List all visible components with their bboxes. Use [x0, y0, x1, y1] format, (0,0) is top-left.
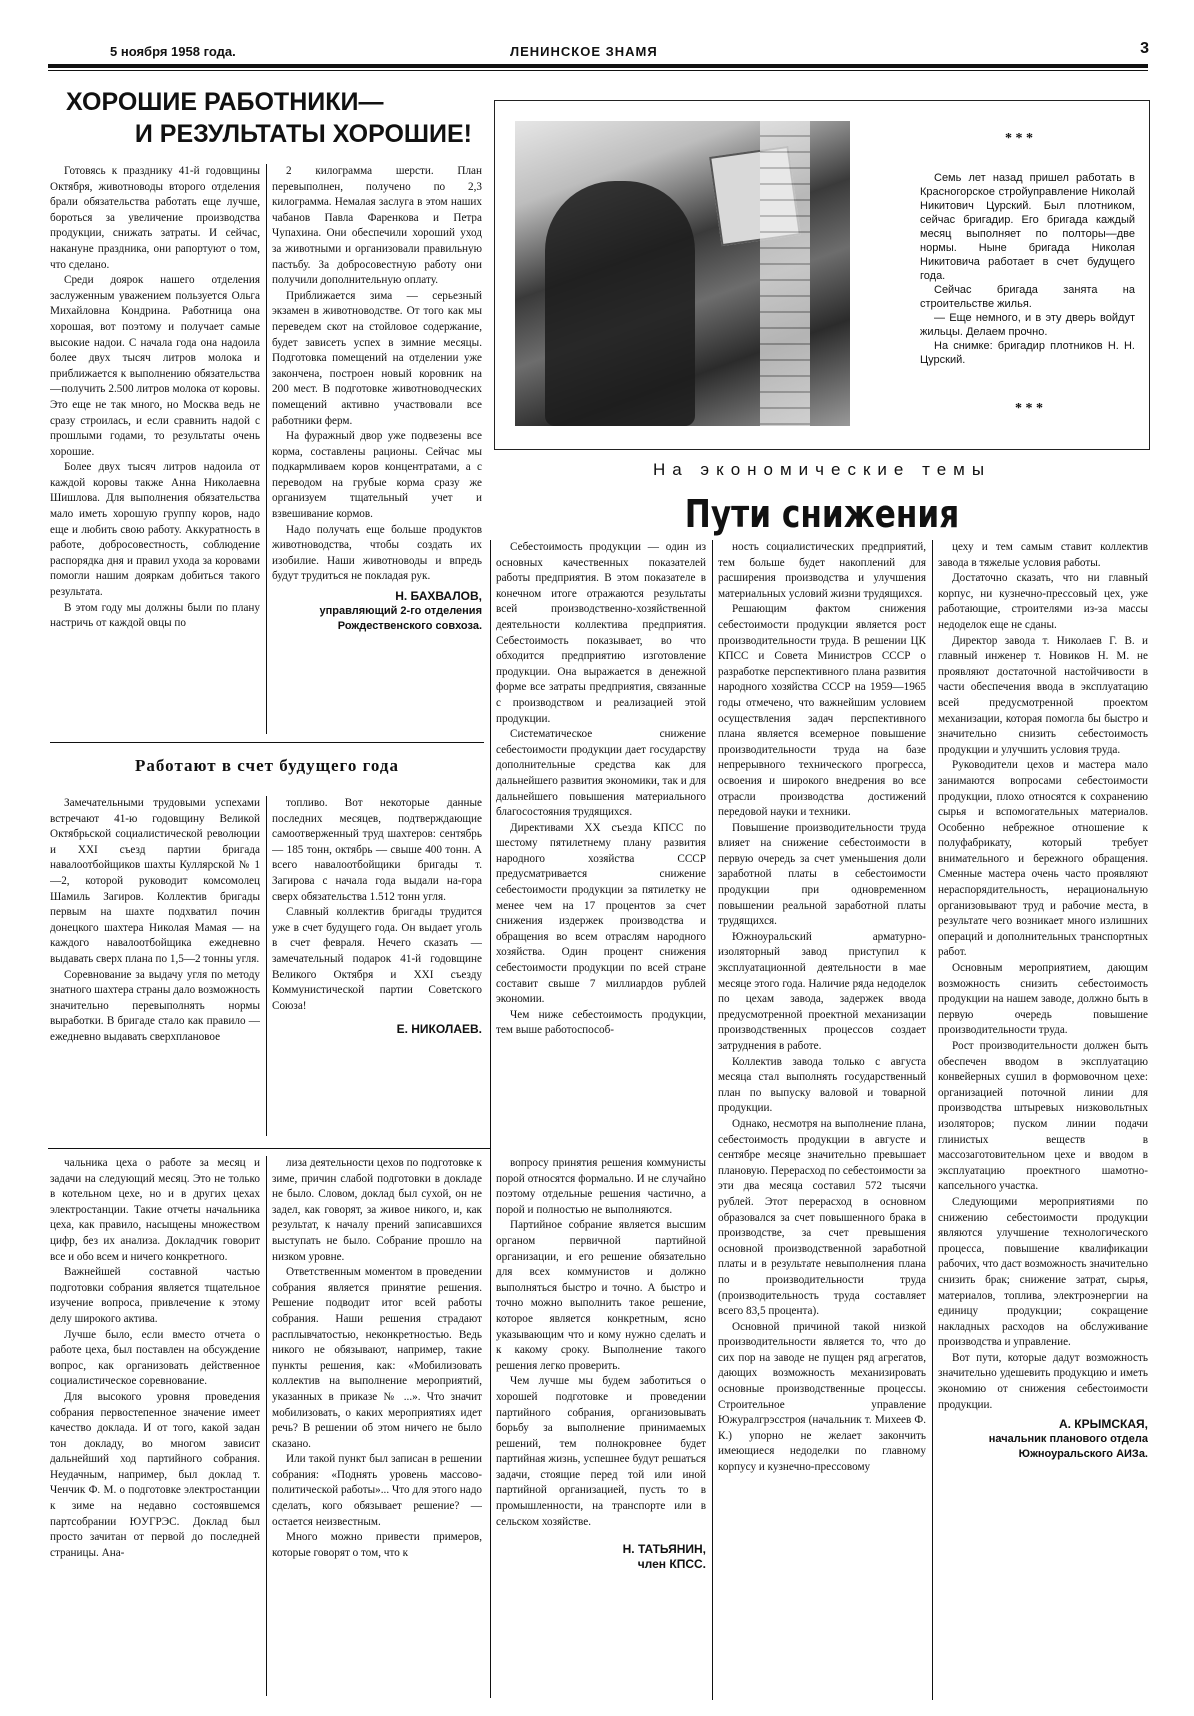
paragraph: Достаточно сказать, что ни главный корпус, ни кузнечно-прессовый цех, уже работающие, строителями из-за массы недоделок еще не сданы.: [938, 572, 1148, 631]
paragraph: Чем лучше мы будем заботиться о хорошей подготовке и проведении партийного собрания, организовывать борьбу за выполнение принимаемых решений, тем полнокровнее будет партийная жизнь, успешнее будут решаться задачи, стоящие перед той или иной партийной организацией, пусть то в промышленности, на транспорте или в сельском хозяйстве.: [496, 1375, 706, 1528]
paragraph: Систематическое снижение себестоимости продукции дает государству дополнительные средства как для дальнейшего развития экономики, так и для дальнейшего повышения материального благосостояния трудящихся.: [496, 728, 706, 819]
paragraph: В этом году мы должны были по плану настричь от каждой овцы по: [50, 601, 260, 630]
article-column: [50, 796, 260, 1136]
page-header: [30, 36, 1164, 66]
paragraph: Основным мероприятием, дающим возможность снизить себестоимость продукции на нашем заводе, должно быть в первую очередь повышение производительности труда.: [938, 962, 1148, 1037]
paragraph: Готовясь к празднику 41-й годовщины Октября, животноводы второго отделения брали обязательства работать еще лучше, бороться за увеличение производства продукции, снижать затраты. И сейчас, накануне праздника, они рапортуют о том, что сделано.: [50, 165, 260, 271]
paragraph: Важнейшей составной частью подготовки собрания является тщательное изучение вопроса, привлечение к этому делу широкого актива.: [50, 1266, 260, 1325]
paragraph: Сейчас бригада занята на строительстве жилья.: [920, 284, 1135, 310]
paragraph: Более двух тысяч литров надоила от каждой коровы также Анна Николаевна Шишлова. Для выполнения обязательства мало иметь хорошую группу коров, надо еще и любить свою работу. Аккуратность в работе, добросовестность, соблюдение распорядка дня и правил ухода за коровами помогли нашим дояркам добиться такого результата.: [50, 461, 260, 599]
paragraph: Или такой пункт был записан в решении собрания: «Поднять уровень массово-политической работы»... Что для этого надо сделать, кого обязывает решение? — остается неизвестным.: [272, 1453, 482, 1528]
article-column: [272, 164, 482, 734]
paragraph: Основной причиной такой низкой производительности является то, что до сих пор на заводе не пущен ряд агрегатов, дающих возможность механизировать основные производственные процессы. Строительное управление Южуралгрэсстроя (начальник т. Михеев Ф. К.) упорно не желает закончить имеющиеся недоделки по главному корпусу и кузнечно-прессовому: [718, 1320, 926, 1474]
article-title-line2: И РЕЗУЛЬТАТЫ ХОРОШИЕ!: [134, 120, 472, 148]
column-rule: [266, 796, 267, 1136]
paragraph: Среди доярок нашего отделения заслуженным уважением пользуется Ольга Михайловна Кондрина. Работница она хорошая, вот поэтому и получает самые высокие надои. С начала года она надоила более двух тысяч литров молока и приближается к выполнению обязательства—получить 2.500 литров молока от коровы. Это еще не так много, но Москва ведь не сразу строилась, и если сравнить надой с прошлыми годами, то результаты очень хорошие.: [50, 274, 260, 458]
header-rule-thin: [48, 70, 1148, 71]
issue-date: 5 ноября 1958 года.: [110, 44, 236, 59]
paragraph: Директивами XX съезда КПСС по шестому пятилетнему плану развития народного хозяйства СССР предусматривается снижение себестоимости продукции за пятилетку не менее чем на 17 процентов за счет снижения издержек производства и обращения во всем отраслям народного хозяйства. Один процент снижения себестоимости продукции по всей стране составит свыше 7 миллиардов рублей экономии.: [496, 821, 706, 1006]
author-name: Н. ТАТЬЯНИН,: [622, 1542, 706, 1557]
author-name: А. КРЫМСКАЯ,: [1058, 1417, 1148, 1432]
paragraph: Надо получать еще больше продуктов животноводства, чтобы создать их изобилие. Наши животноводы и впредь будут трудиться не покладая рук.: [272, 523, 482, 583]
article-column: [272, 1156, 482, 1696]
paragraph: Себестоимость продукции — один из основных качественных показателей работы предприятия. В этом показателе в конечном итоге отражаются результаты всей производственно-хозяйственной деятельности коллектива предприятия. Себестоимость показывает, во что обходится предприятию изготовление продукции. Она выражается в денежной форме все затраты предприятия, связанные с производством и реализацией этой продукции.: [496, 541, 706, 725]
paragraph: Славный коллектив бригады трудится уже в счет будущего года. Он выдает уголь в счет февраля. Нечего сказать — замечательный подарок 41-й годовщине Великого Октября и XXI съезду Коммунистической партии Советского Союза!: [272, 906, 482, 1012]
paragraph: чальника цеха о работе за месяц и задачи на следующий месяц. Это не только в котельном цехе, но и в других цехах электростанции. Такие отчеты начальника цеха, как правило, насыщены множеством цифр, без их анализа. Докладчик говорит все и обо всем и ничего конкретного.: [50, 1157, 260, 1263]
paragraph: Решающим фактом снижения себестоимости продукции является рост производительности труда. В решении ЦК КПСС и Совета Министров СССР о разработке перспективного плана развития народного хозяйства СССР на 1959—1965 годы отмечено, что важнейшим условием осуществления задач перспективного плана является всемерное повышение производительности труда на базе непрерывного технического прогресса, освоения и широкого внедрения во все отрасли производства достижений передовой науки и техники.: [718, 603, 926, 819]
page-number: 3: [1140, 40, 1149, 57]
article-column: [50, 1156, 260, 1696]
paragraph: Южноуральский арматурно-изоляторный завод приступил к эксплуатационной деятельности в мае месяце этого года. Наличие ряда недоделок по цехам завода, задержек ввода предусмотренной проектной механизации производственных процессов создает затруднения в работе.: [718, 930, 926, 1052]
column-rule: [266, 1156, 267, 1696]
paragraph: Партийное собрание является высшим органом первичной партийной организации, и его решение обязательно для всех коммунистов и должно выполняться быстро и точно. А быстро и точно можно выполнить такое решение, которое является конкретным, ясно указывающим что и кому нужно сделать и к какому сроку. Выполнение такого решения легко проверить.: [496, 1219, 706, 1372]
article-column: [718, 540, 926, 1700]
section-rule: [50, 742, 484, 743]
paragraph: Коллектив завода только с августа месяца стал выполнять государственный план по выпуску валовой и товарной продукции.: [718, 1055, 926, 1115]
article-column: [50, 164, 260, 734]
decor-stars-bottom: * * *: [1015, 401, 1043, 416]
author-position: член КПСС.: [637, 1557, 706, 1572]
paragraph: Семь лет назад пришел работать в Красногорское стройуправление Николай Никитович Цурский. Был плотником, сейчас бригадир. Его бригада каждый месяц выполняет по полторы—две нормы. Ныне бригада Николая Никитовича работает в счет будущего года.: [920, 172, 1135, 282]
paragraph: Вот пути, которые дадут возможность значительно удешевить продукцию и иметь экономию от снижения себестоимости продукции.: [938, 1351, 1148, 1411]
paragraph: Следующими мероприятиями по снижению себестоимости продукции являются улучшение технологического процесса, повышение квалификации рабочих, что даст возможность значительно снизить брак; снижение затрат, сырья, материалов, топлива, электроэнергии на единицу продукции; сокращение накладных расходов на обслуживание производства и управление.: [938, 1195, 1148, 1349]
paragraph: Соревнование за выдачу угля по методу знатного шахтера страны дало возможность значительно перевыполнять нормы выработки. В бригаде стало как правило — ежедневно выдавать сверхплановое: [50, 968, 260, 1043]
header-rule: [48, 64, 1148, 68]
column-rule: [266, 164, 267, 734]
article-column: [938, 540, 1148, 1700]
paragraph: 2 килограмма шерсти. План перевыполнен, получено по 2,3 килограмма. Немалая заслуга в этом наших чабанов Павла Фаренкова и Петра Чупахина. Они обеспечили хороший уход за животными и организовали правильную пастьбу. За добросовестную работу они получили дополнительную оплату.: [272, 165, 482, 287]
paragraph: Повышение производительности труда влияет на снижение себестоимости в первую очередь за счет уменьшения доли заработной платы в себестоимости продукции при одновременном повышении реальной заработной платы трудящихся.: [718, 821, 926, 928]
rubric: На экономические темы: [652, 460, 992, 479]
article-headline: Пути снижения: [684, 492, 960, 536]
paragraph: вопросу принятия решения коммунисты порой относятся формально. И не случайно поэтому отдельные решения частично, а порой и полностью не выполняются.: [496, 1157, 706, 1216]
decor-stars: * * *: [1005, 131, 1033, 146]
paragraph: На фуражный двор уже подвезены все корма, составлены рационы. Сейчас мы подкармливаем коров концентратами, а с переводом на грубые корма сразу же организуем тщательный учет и взвешивание кормов.: [272, 430, 482, 521]
paragraph: Лучше было, если вместо отчета о работе цеха, был поставлен на обсуждение вопрос, как организовать действенное социалистическое соревнование.: [50, 1328, 260, 1388]
photo-doorframe: [760, 121, 810, 426]
paragraph: Для высокого уровня проведения собрания первостепенное значение имеет качество доклада. И от того, какой задан тон докладу, во многом зависит дальнейший ход партийного собрания. Неудачным, например, был доклад т. Ченчик Ф. М. о подготовке электростанции к зиме на недавно состоявшемся партсобрании ЮУГРЭС. Доклад был просто зачитан от первой до последней страницы. Ана-: [50, 1390, 260, 1559]
paragraph: Чем ниже себестоимость продукции, тем выше работоспособ-: [496, 1008, 706, 1037]
author-name: Н. БАХВАЛОВ,: [395, 589, 482, 604]
paragraph: — Еще немного, и в эту дверь войдут жильцы. Делаем прочно.: [920, 312, 1135, 338]
paragraph: Замечательными трудовыми успехами встречают 41-ю годовщину Великой Октябрьской социалистической революции и XXI съезд партии бригада навалоотбойщиков шахты Куллярской № 1—2, которой руководит комсомолец Шамиль Загиров. Коллектив бригады первым на шахте подхватил почин донецкого шахтера Николая Мамая — на каждого навалоотбойщика ежедневно выдавать сверх плана по 1,5—2 тонны угля.: [50, 797, 260, 965]
paragraph: Однако, несмотря на выполнение плана, себестоимость продукции в августе и сентябре месяце значительно превышает плановую. Перерасход по себестоимости за эти два месяца составил 572 тысячи рублей. Этот перерасход в основном образовался за счет повышенного брака в производстве, за счет превышения основной производственной заработной платы и в результате невыполнения плана по производительности труда (производительность труда составляет всего 83,5 процента).: [718, 1117, 926, 1318]
column-rule: [932, 540, 933, 1700]
article-column: [272, 796, 482, 1136]
paragraph: цеху и тем самым ставит коллектив завода в тяжелые условия работы.: [938, 541, 1148, 569]
paragraph: лиза деятельности цехов по подготовке к зиме, причин слабой подготовки в докладе не было. Словом, доклад был сухой, он не задел, как говорят, за живое никого, и, как результат, к началу прений записавшихся выступать не было. Собрание прошло на низком уровне.: [272, 1157, 482, 1263]
section-rule: [48, 1148, 490, 1149]
column-rule: [490, 1148, 491, 1698]
photo-caption: [920, 171, 1135, 401]
author-organization: Рождественского совхоза.: [337, 620, 482, 633]
paragraph: Рост производительности должен быть обеспечен вводом в эксплуатацию конвейерных сушил в формовочном цехе: организацией поточной линии для производства штыревых низковольтных изоляторов; пуском линии подачи глинистых веществ в массозаготовительном цехе и вводом в эксплуатацию проектного шамотно-капсельного участка.: [938, 1040, 1148, 1193]
newspaper-title: ЛЕНИНСКОЕ ЗНАМЯ: [510, 44, 658, 59]
paragraph: Руководители цехов и мастера мало занимаются вопросами себестоимости продукции, плохо относятся к сохранению сырья и вспомогательных материалов. Особенно небрежное отношение к полуфабрикату, который требует внимательного и бережного обращения. Сменные мастера очень часто проявляют нераспорядительность, нерациональную организовывают труд и рабочие места, в результате чего возникает много излишних операций и дополнительных транспортных работ.: [938, 759, 1148, 959]
author-position: управляющий 2-го отделения: [319, 605, 482, 618]
paragraph: Приближается зима — серьезный экзамен в животноводстве. От того как мы переведем скот на стойловое содержание, будет зависеть успех в зимние месяцы. Подготовка помещений на отделении уже закончена, построен новый коровник на 200 мест. В подготовке животноводческих помещений активно участвовали все работники ферм.: [272, 289, 482, 427]
article-column: [496, 1156, 706, 1696]
article-title: Работают в счет будущего года: [135, 756, 399, 775]
column-rule: [712, 540, 713, 1700]
paragraph: Ответственным моментом в проведении собрания является принятие решения. Решение подводит итог всей работы собрания. Наши решения страдают расплывчатостью, неконкретностью. Ведь никого не обязывают, например, такие пункты решения, как: «Мобилизовать коллектив на выполнение мероприятий, указанных в приказе № ...». Что значит мобилизовать, о каких мероприятиях идет речь? В решении об этом ничего не было сказано.: [272, 1266, 482, 1450]
paragraph: топливо. Вот некоторые данные последних месяцев, подтверждающие самоотверженный труд шахтеров: сентябрь — 185 тонн, октябрь — свыше 400 тонн. А всего навалоотбойщики бригады т. Загирова с начала года выдали на-гора сверх обязательства 1.512 тонн угля.: [272, 797, 482, 903]
author-position: начальник планового отдела Южноуральского АИЗа.: [988, 1433, 1148, 1461]
photo-figure: [545, 181, 695, 426]
article-title-block: [50, 86, 480, 156]
paragraph: Директор завода т. Николаев Г. В. и главный инженер т. Новиков Н. М. не проявляют достаточной настойчивости в части обеспечения ввода в эксплуатацию всей предусмотренной проектом механизации, которая помогла бы быстро и значительно снизить себестоимость продукции и улучшить условия труда.: [938, 634, 1148, 756]
article-column: [496, 540, 706, 1140]
author-name: Е. НИКОЛАЕВ.: [396, 1022, 482, 1037]
photo-frame: [494, 100, 1150, 450]
photo: [515, 121, 850, 426]
column-rule: [490, 540, 491, 1148]
paragraph: Много можно привести примеров, которые говорят о том, что к: [272, 1531, 482, 1559]
article-title-line1: ХОРОШИЕ РАБОТНИКИ—: [66, 88, 384, 116]
paragraph: На снимке: бригадир плотников Н. Н. Цурский.: [920, 340, 1135, 366]
paragraph: ность социалистических предприятий, тем больше будет накоплений для расширения производства и улучшения материальных условий жизни трудящихся.: [718, 541, 926, 600]
